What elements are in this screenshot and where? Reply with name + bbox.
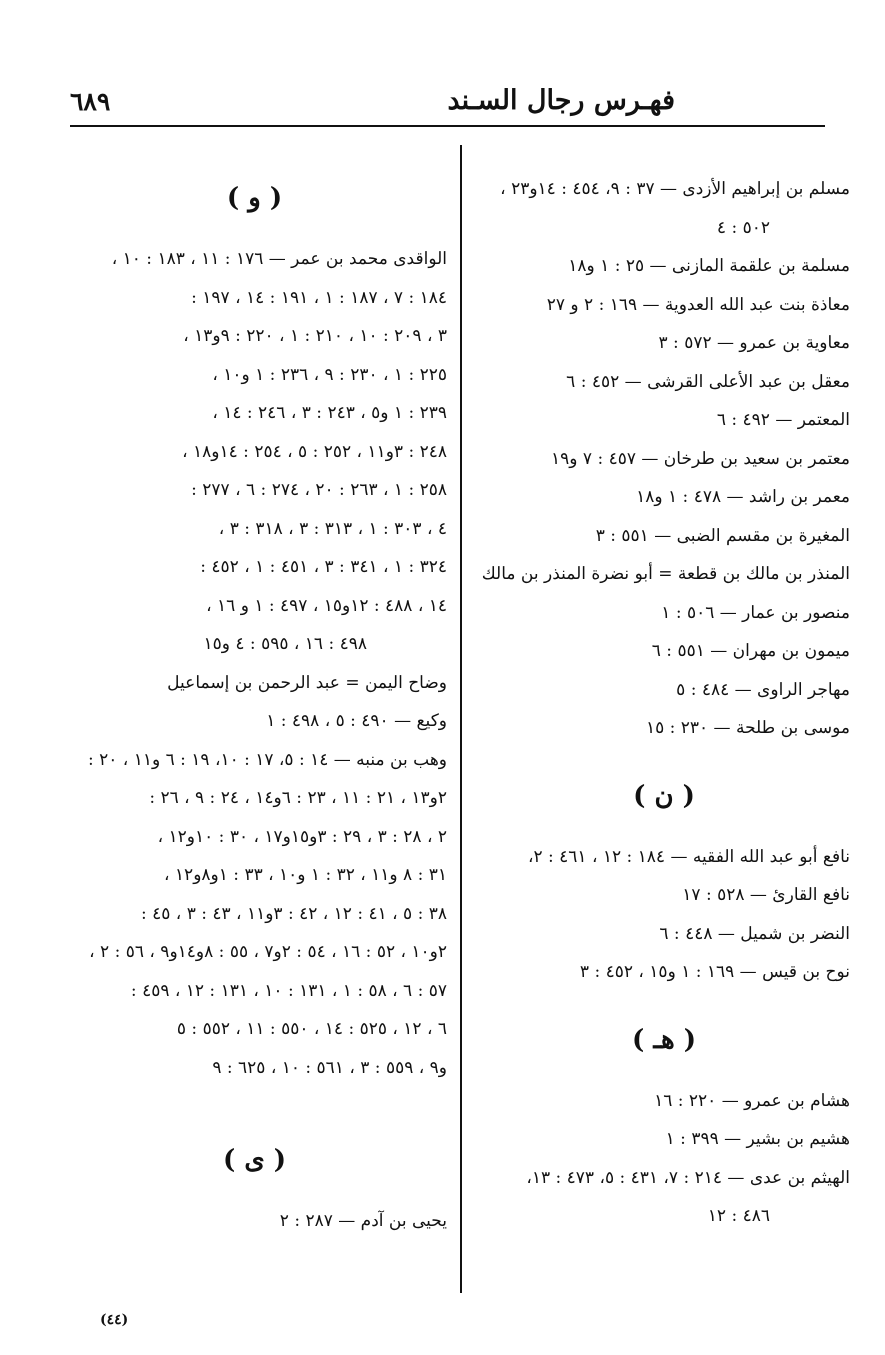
index-entry: مسلم بن إبراهيم الأزدى — ٣٧ : ٩، ٤٥٤ : ١٤و٢٣ ، (500, 179, 850, 199)
index-entry: هشام بن عمرو — ٢٢٠ : ١٦ (654, 1090, 850, 1111)
section-heading-waw: ( و ) (226, 183, 283, 213)
index-entry: معتمر بن سعيد بن طرخان — ٤٥٧ : ٧ و١٩ (551, 448, 850, 469)
index-entry: وهب بن منبه — ١٤ : ٥، ١٧ : ١٠، ١٩ : ٦ و١١ ، ٢٠ : (88, 749, 447, 770)
entries-mim (478, 170, 850, 748)
index-entry: الهيثم بن عدى — ٢١٤ : ٧، ٤٣١ : ٥، ٤٧٣ : ١٣، (526, 1167, 850, 1188)
index-entry-continuation: ٢٢٥ : ١ ، ٢٣٠ : ٩ ، ٢٣٦ : ١ و١٠ ، (212, 364, 447, 385)
section-heading-ha: ( هـ ) (631, 1024, 697, 1055)
index-entry: معمر بن راشد — ٤٧٨ : ١ و١٨ (636, 487, 850, 507)
index-entry-continuation: ٢٣٩ : ١ و٥ ، ٢٤٣ : ٣ ، ٢٤٦ : ١٤ ، (212, 403, 447, 423)
index-entry: الواقدى محمد بن عمر — ١٧٦ : ١١ ، ١٨٣ : ١٠ ، (111, 249, 447, 269)
index-entry: نافع أبو عبد الله الفقيه — ١٨٤ : ١٢ ، ٤٦١ : ٢، (527, 846, 850, 867)
index-entry: مهاجر الراوى — ٤٨٤ : ٥ (676, 679, 850, 700)
index-entry: معقل بن عبد الأعلى القرشى — ٤٥٢ : ٦ (566, 371, 850, 392)
index-entry: نوح بن قيس — ١٦٩ : ١ و١٥ ، ٤٥٢ : ٣ (579, 962, 850, 982)
index-entry: نافع القارئ — ٥٢٨ : ١٧ (682, 885, 850, 905)
page-header (70, 85, 825, 127)
column-divider (460, 145, 462, 1293)
index-entry-continuation: ٦ ، ١٢ ، ٥٢٥ : ١٤ ، ٥٥٠ : ١١ ، ٥٥٢ : ٥ (176, 1019, 447, 1039)
index-entry-continuation: ٢٥٨ : ١ ، ٢٦٣ : ٢٠ ، ٢٧٤ : ٦ ، ٢٧٧ : (191, 480, 447, 500)
index-entry: يحيى بن آدم — ٢٨٧ : ٢ (279, 1211, 447, 1231)
index-entry: مسلمة بن علقمة المازنى — ٢٥ : ١ و١٨ (568, 256, 850, 276)
index-entry-continuation: ٥٧ : ٦ ، ٥٨ : ١ ، ١٣١ : ١٠ ، ١٣١ : ١٢ ، ٤٥٩ : (130, 980, 447, 1001)
index-entry: وكيع — ٤٩٠ : ٥ ، ٤٩٨ : ١ (266, 711, 447, 731)
page-title: فهـرس رجال السـند (447, 85, 675, 116)
index-entry-continuation: ٢و١٣ ، ٢١ : ١١ ، ٢٣ : ٦و١٤ ، ٢٤ : ٩ ، ٢٦ : (149, 788, 447, 808)
index-entry: معاوية بن عمرو — ٥٧٢ : ٣ (658, 333, 850, 353)
entries-nun (478, 838, 850, 992)
index-entry-continuation: ٣١ : ٨ و١١ ، ٣٢ : ١ و١٠ ، ٣٣ : ١و٨و١٢ ، (164, 865, 447, 885)
index-entry: المغيرة بن مقسم الضبى — ٥٥١ : ٣ (595, 525, 850, 546)
index-entry-continuation: ٢و١٠ ، ٥٢ : ١٦ ، ٥٤ : ٢و٧ ، ٥٥ : ٨و١٤و٩ ، ٥٦ : ٢ ، (89, 942, 447, 962)
left-column (62, 170, 447, 1241)
index-entry: المعتمر — ٤٩٢ : ٦ (716, 410, 850, 430)
index-entry-continuation: ٣٢٤ : ١ ، ٣٤١ : ٣ ، ٤٥١ : ١ ، ٤٥٢ : (200, 557, 447, 577)
entries-waw (62, 240, 447, 1087)
section-heading-nun: ( ن ) (633, 780, 695, 811)
index-entry-continuation: ١٤ ، ٤٨٨ : ١٢و١٥ ، ٤٩٧ : ١ و ١٦ ، (206, 595, 447, 616)
index-entry-continuation: ٤٩٨ : ١٦ ، ٥٩٥ : ٤ و١٥ (203, 634, 367, 654)
entries-ha (478, 1082, 850, 1236)
index-entry-continuation: ٢ ، ٢٨ : ٣ ، ٢٩ : ٣و١٥و١٧ ، ٣٠ : ١٠و١٢ ، (157, 826, 447, 847)
index-entry-continuation: ٣٨ : ٥ ، ٤١ : ١٢ ، ٤٢ : ٣و١١ ، ٤٣ : ٣ ، ٤٥ : (140, 903, 447, 924)
index-entry: موسى بن طلحة — ٢٣٠ : ١٥ (645, 718, 850, 738)
right-column (478, 170, 850, 1236)
entries-ya (62, 1202, 447, 1241)
index-entry-continuation: و٩ ، ٥٥٩ : ٣ ، ٥٦١ : ١٠ ، ٦٢٥ : ٩ (212, 1057, 447, 1078)
index-entry-continuation: ١٨٤ : ٧ ، ١٨٧ : ١ ، ١٩١ : ١٤ ، ١٩٧ : (191, 287, 447, 308)
index-entry-continuation: ٣ ، ٢٠٩ : ١٠ ، ٢١٠ : ١ ، ٢٢٠ : ٩و١٣ ، (183, 326, 447, 346)
page-number: ٦٨٩ (70, 87, 111, 116)
index-entry-continuation: ٤ ، ٣٠٣ : ١ ، ٣١٣ : ٣ ، ٣١٨ : ٣ ، (218, 518, 447, 539)
signature-mark: (٤٤) (100, 1312, 129, 1328)
index-entry: معاذة بنت عبد الله العدوية — ١٦٩ : ٢ و ٢٧ (546, 294, 850, 315)
index-entry: منصور بن عمار — ٥٠٦ : ١ (661, 602, 850, 623)
index-entry: وضاح اليمن = عبد الرحمن بن إسماعيل (167, 672, 447, 693)
index-entry: المنذر بن مالك بن قطعة = أبو نضرة المنذر بن مالك (481, 564, 850, 584)
index-entry: هشيم بن بشير — ٣٩٩ : ١ (665, 1129, 850, 1149)
index-entry-continuation: ٤٨٦ : ١٢ (707, 1206, 770, 1226)
index-entry: ميمون بن مهران — ٥٥١ : ٦ (651, 641, 850, 661)
index-entry-continuation: ٢٤٨ : ٣و١١ ، ٢٥٢ : ٥ ، ٢٥٤ : ١٤و١٨ ، (182, 441, 447, 462)
index-entry: النضر بن شميل — ٤٤٨ : ٦ (659, 923, 850, 944)
section-heading-ya: ( ى ) (222, 1145, 287, 1175)
index-entry-continuation: ٥٠٢ : ٤ (716, 217, 770, 238)
